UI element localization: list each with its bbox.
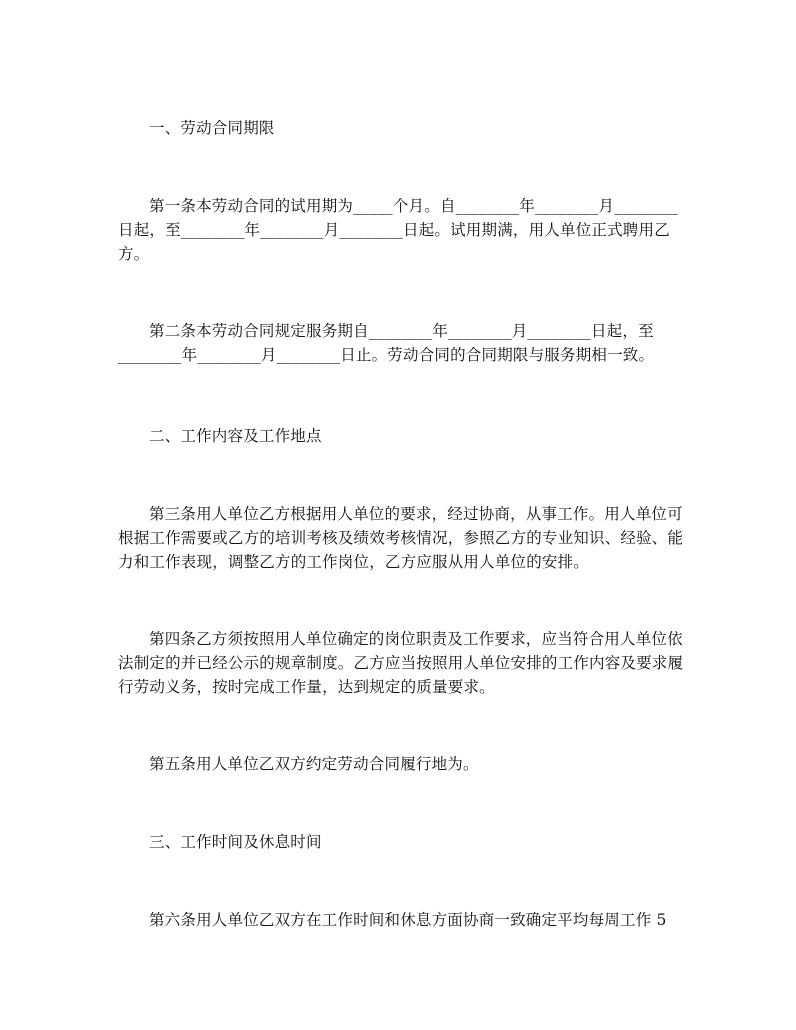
clause-2-line-2: ________年________月________日止。劳动合同的合同期限与服务期相一致。 (118, 346, 655, 364)
clause-1-line-3: 方。 (118, 245, 150, 263)
clause-6-line-1: 第六条用人单位乙双方在工作时间和休息方面协商一致确定平均每周工作 5 (149, 911, 667, 929)
clause-3-line-3: 力和工作表现，调整乙方的工作岗位，乙方应服从用人单位的安排。 (118, 553, 590, 571)
clause-4-line-2: 法制定的并已经公示的规章制度。乙方应当按照用人单位安排的工作内容及要求履 (118, 654, 684, 672)
clause-3-line-1: 第三条用人单位乙方根据用人单位的要求，经过协商，从事工作。用人单位可 (149, 505, 683, 523)
clause-2-line-1: 第二条本劳动合同规定服务期自________年________月________日起，至 (149, 322, 654, 340)
clause-4-line-1: 第四条乙方须按照用人单位确定的岗位职责及工作要求，应当符合用人单位依 (149, 630, 683, 648)
clause-3-line-2: 根据工作需要或乙方的培训考核及绩效考核情况，参照乙方的专业知识、经验、能 (118, 529, 684, 547)
clause-1-line-1: 第一条本劳动合同的试用期为_____个月。自________年________月________ (149, 197, 678, 215)
clause-5-line-1: 第五条用人单位乙双方约定劳动合同履行地为。 (149, 755, 479, 773)
section-heading-2: 二、工作内容及工作地点 (149, 427, 322, 445)
section-heading-3: 三、工作时间及休息时间 (149, 833, 322, 851)
clause-4-line-3: 行劳动义务，按时完成工作量，达到规定的质量要求。 (118, 678, 495, 696)
clause-1-line-2: 日起，至________年________月________日起。试用期满，用人单位正式聘用乙 (118, 221, 670, 239)
section-heading-1: 一、劳动合同期限 (149, 119, 275, 137)
